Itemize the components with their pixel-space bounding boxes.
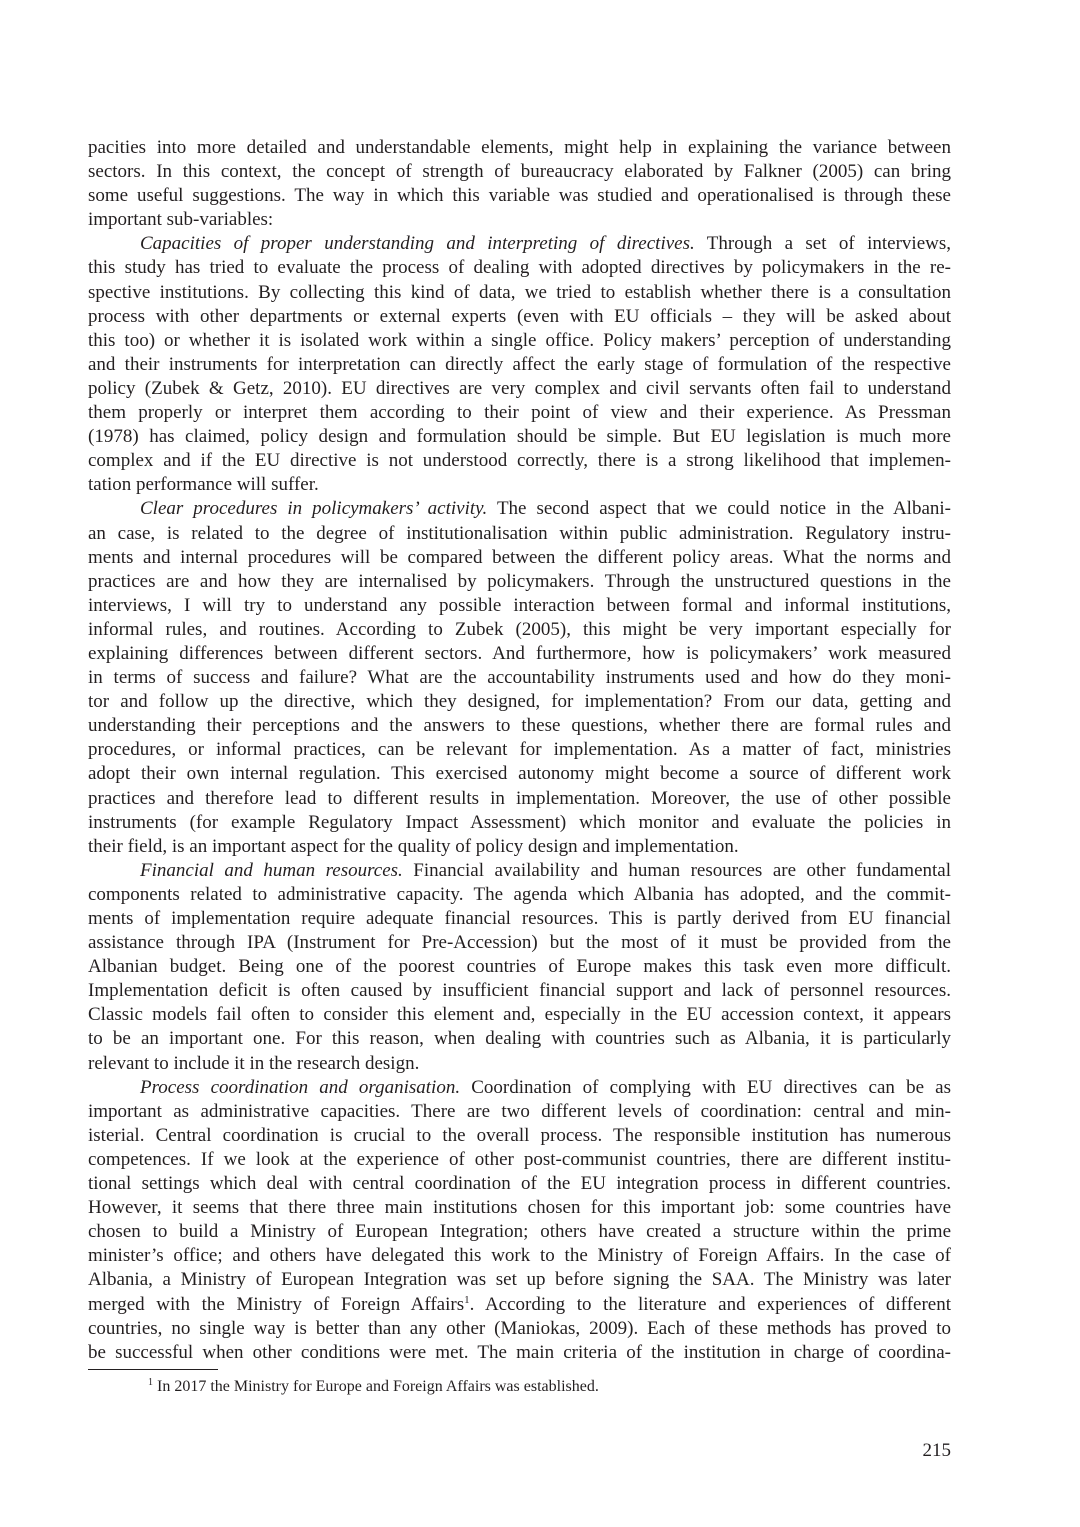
line-text: instruments (for example Regulatory Impact Assessment) which monitor and evaluate the policies in bbox=[88, 811, 951, 833]
footnote-reference: 1 bbox=[464, 1293, 470, 1306]
text-line bbox=[88, 256, 951, 280]
text-line bbox=[88, 859, 951, 883]
line-text: tation performance will suffer. bbox=[88, 474, 319, 496]
text-line bbox=[88, 1196, 951, 1220]
line-text: informal rules, and routines. According to Zubek (2005), this might be very important especially for bbox=[88, 618, 951, 640]
text-line bbox=[88, 1172, 951, 1196]
text-line bbox=[88, 811, 951, 835]
text-line bbox=[88, 136, 951, 160]
text-line bbox=[88, 618, 951, 642]
text-line bbox=[88, 883, 951, 907]
text-line bbox=[88, 738, 951, 762]
text-line bbox=[88, 232, 951, 256]
text-line bbox=[88, 329, 951, 353]
text-line bbox=[88, 377, 951, 401]
text-line bbox=[88, 1220, 951, 1244]
text-line bbox=[88, 449, 951, 473]
text-line bbox=[88, 1341, 951, 1365]
line-text: practices and therefore lead to different results in implementation. Moreover, the use of other possible bbox=[88, 787, 951, 809]
line-text: in terms of success and failure? What are the accountability instruments used and how do they moni- bbox=[88, 667, 951, 689]
text-line bbox=[88, 522, 951, 546]
text-line bbox=[88, 666, 951, 690]
line-text: (1978) has claimed, policy design and formulation should be simple. But EU legislation is much more bbox=[88, 426, 951, 448]
text-line bbox=[88, 714, 951, 738]
subheading-italic: Financial and human resources. bbox=[140, 859, 403, 881]
text-line bbox=[88, 1124, 951, 1148]
line-text: and their instruments for interpretation can directly affect the early stage of formulation of the respective bbox=[88, 353, 951, 375]
text-line bbox=[88, 1100, 951, 1124]
line-text: merged with the Ministry of Foreign Affairs bbox=[88, 1293, 465, 1315]
line-text: The second aspect that we could notice in the Albani- bbox=[487, 498, 951, 520]
subheading-italic: Capacities of proper understanding and interpreting of directives. bbox=[140, 233, 695, 255]
text-line bbox=[88, 690, 951, 714]
text-line bbox=[88, 907, 951, 931]
text-line bbox=[88, 1317, 951, 1341]
text-line bbox=[88, 1027, 951, 1051]
text-line bbox=[88, 979, 951, 1003]
text-line bbox=[88, 160, 951, 184]
text-line bbox=[88, 835, 951, 859]
line-text: Through a set of interviews, bbox=[694, 233, 951, 255]
text-line bbox=[88, 1268, 951, 1292]
subheading-italic: Clear procedures in policymakers’ activity. bbox=[140, 498, 488, 520]
text-line bbox=[88, 570, 951, 594]
line-text: understanding their perceptions and the answers to these questions, whether there are formal rules and bbox=[88, 715, 951, 737]
text-line bbox=[88, 931, 951, 955]
footnote-mark: 1 bbox=[148, 1377, 153, 1388]
text-line bbox=[88, 497, 951, 521]
line-text: Implementation deficit is often caused by insufficient financial support and lack of personnel resources. bbox=[88, 980, 951, 1002]
text-line bbox=[88, 1003, 951, 1027]
text-line bbox=[88, 208, 951, 232]
line-text: sectors. In this context, the concept of strength of bureaucracy elaborated by Falkner (2005) can bring bbox=[88, 161, 951, 183]
line-text: pacities into more detailed and understandable elements, might help in explaining the variance between bbox=[88, 137, 951, 158]
line-text: their field, is an important aspect for the quality of policy design and implementation. bbox=[88, 835, 739, 857]
line-text: relevant to include it in the research design. bbox=[88, 1052, 420, 1074]
footnote-text: In 2017 the Ministry for Europe and Foreign Affairs was established. bbox=[153, 1378, 599, 1395]
text-line bbox=[88, 425, 951, 449]
text-line bbox=[88, 184, 951, 208]
footnote bbox=[148, 1376, 599, 1398]
line-text: ments and internal procedures will be compared between the different policy areas. What the norms and bbox=[88, 546, 951, 568]
line-text: procedures, or informal practices, can be relevant for implementation. As a matter of fact, ministries bbox=[88, 739, 951, 761]
text-line bbox=[88, 1052, 951, 1076]
text-line bbox=[88, 305, 951, 329]
line-text: some useful suggestions. The way in which this variable was studied and operationalised is through these bbox=[88, 185, 951, 207]
line-text: assistance through IPA (Instrument for Pre-Accession) but the most of it must be provided from the bbox=[88, 932, 951, 954]
line-text: complex and if the EU directive is not understood correctly, there is a strong likelihood that implemen- bbox=[88, 450, 951, 472]
line-text: Financial availability and human resources are other fundamental bbox=[402, 859, 951, 881]
line-text: policy (Zubek & Getz, 2010). EU directives are very complex and civil servants often fail to understand bbox=[88, 377, 951, 399]
line-text: chosen to build a Ministry of European Integration; others have created a structure within the prime bbox=[88, 1221, 951, 1243]
line-text: explaining differences between different sectors. And furthermore, how is policymakers’ work measured bbox=[88, 642, 951, 664]
line-text: countries, no single way is better than any other (Maniokas, 2009). Each of these methods has proved to bbox=[88, 1317, 951, 1339]
line-text: Classic models fail often to consider this element and, especially in the EU accession context, it appears bbox=[88, 1004, 951, 1026]
line-text: important as administrative capacities. There are two different levels of coordination: central and min- bbox=[88, 1100, 951, 1122]
line-text: Albanian budget. Being one of the poorest countries of Europe makes this task even more difficult. bbox=[88, 956, 951, 978]
line-text: an case, is related to the degree of institutionalisation within public administration. Regulatory instru- bbox=[88, 522, 951, 544]
line-text: important sub-variables: bbox=[88, 209, 274, 231]
line-text: spective institutions. By collecting this kind of data, we tried to establish whether there is a consultation bbox=[88, 281, 951, 303]
line-text: minister’s office; and others have delegated this work to the Ministry of Foreign Affairs. In the case of bbox=[88, 1245, 951, 1267]
line-text: them properly or interpret them according to their point of view and their experience. As Pressman bbox=[88, 402, 951, 424]
text-line bbox=[88, 787, 951, 811]
line-text: tional settings which deal with central coordination of the EU integration process in different countries. bbox=[88, 1173, 951, 1195]
line-text: tor and follow up the directive, which they designed, for implementation? From our data, getting and bbox=[88, 691, 951, 713]
line-text: practices are and how they are internalised by policymakers. Through the unstructured questions in the bbox=[88, 570, 951, 592]
text-line bbox=[88, 1148, 951, 1172]
line-text: this study has tried to evaluate the process of dealing with adopted directives by policymakers in the re- bbox=[88, 257, 951, 279]
line-text: components related to administrative capacity. The agenda which Albania has adopted, and the commit- bbox=[88, 883, 951, 905]
text-line bbox=[88, 955, 951, 979]
text-line bbox=[88, 473, 951, 497]
line-text: isterial. Central coordination is crucial to the overall process. The responsible institution has numerous bbox=[88, 1124, 951, 1146]
body-text bbox=[88, 136, 951, 1365]
text-line bbox=[88, 401, 951, 425]
line-text: . According to the literature and experiences of different bbox=[469, 1293, 951, 1315]
text-line bbox=[88, 1076, 951, 1100]
text-line bbox=[88, 546, 951, 570]
line-text: ments of implementation require adequate financial resources. This is partly derived from EU financial bbox=[88, 908, 951, 929]
text-line bbox=[88, 353, 951, 377]
text-line bbox=[88, 1293, 951, 1317]
line-text: adopt their own internal regulation. This exercised autonomy might become a source of different work bbox=[88, 763, 951, 785]
page-number: 215 bbox=[922, 1440, 951, 1461]
line-text: be successful when other conditions were met. The main criteria of the institution in charge of coordina- bbox=[88, 1341, 951, 1363]
line-text: interviews, I will try to understand any possible interaction between formal and informal institutions, bbox=[88, 594, 951, 616]
subheading-italic: Process coordination and organisation. bbox=[140, 1076, 461, 1098]
footnote-separator bbox=[88, 1369, 218, 1370]
line-text: this too) or whether it is isolated work within a single office. Policy makers’ perception of understanding bbox=[88, 329, 951, 351]
line-text: However, it seems that there three main institutions chosen for this important job: some countries have bbox=[88, 1197, 951, 1219]
line-text: Albania, a Ministry of European Integration was set up before signing the SAA. The Ministry was later bbox=[88, 1269, 951, 1291]
line-text: competences. If we look at the experience of other post-communist countries, there are different institu- bbox=[88, 1148, 951, 1170]
text-line bbox=[88, 594, 951, 618]
text-line bbox=[88, 281, 951, 305]
text-line bbox=[88, 762, 951, 786]
text-line bbox=[88, 1244, 951, 1268]
line-text: to be an important one. For this reason, when dealing with countries such as Albania, it is particularly bbox=[88, 1028, 951, 1050]
text-line bbox=[88, 642, 951, 666]
line-text: Coordination of complying with EU directives can be as bbox=[460, 1076, 951, 1098]
line-text: process with other departments or external experts (even with EU officials – they will be asked about bbox=[88, 305, 951, 327]
